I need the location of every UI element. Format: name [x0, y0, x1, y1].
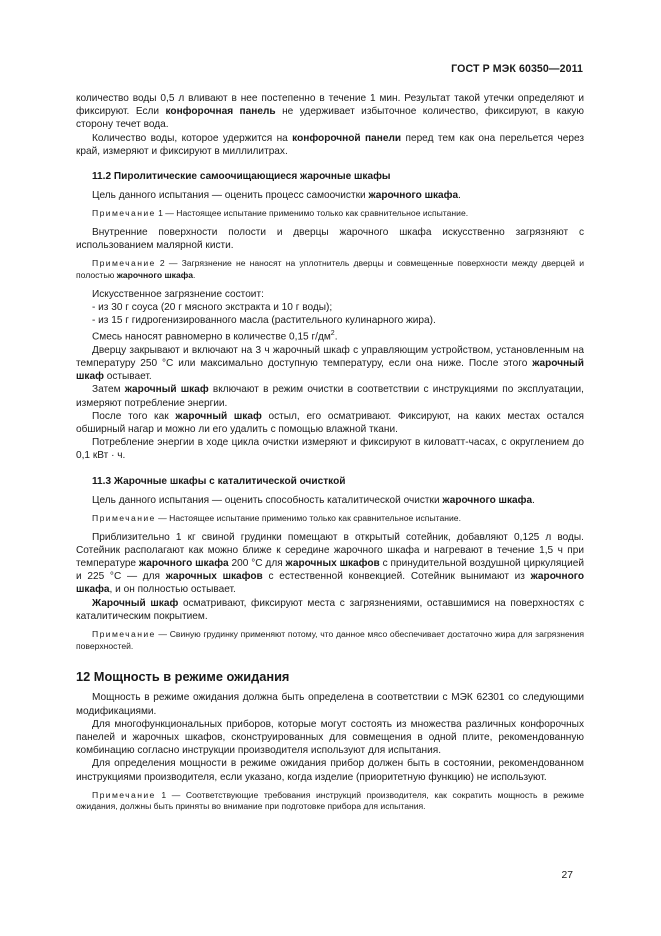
- note-11-2-1: Примечание 1 — Настоящее испытание применимо только как сравнительное испытание.: [92, 208, 469, 219]
- composition-item: - из 15 г гидрогенизированного масла (растительного кулинарного жира).: [92, 315, 436, 327]
- composition-item: - из 30 г соуса (20 г мясного экстракта и 10 г воды);: [92, 301, 333, 313]
- paragraph-water-leak: количество воды 0,5 л вливают в нее постепенно в течение 1 мин. Результат такой утечки определяют и фиксируют. Если конфорочная панель не удерживает избыточное количество, фиксируют, в какую сторону течет вода.: [76, 93, 584, 131]
- paragraph-standby-3: Для определения мощности в режиме ожидания прибор должен быть в состоянии, рекомендованном инструкциями производителя, если указано, когда изделие (приоритетную функцию) не используют.: [76, 758, 584, 783]
- paragraph-standby-2: Для многофункциональных приборов, которые могут состоять из множества различных конфорочных панелей и жарочных шкафов, сконструированных для совмещения в одной плите, рекомендованную комбинацию согласно инструкции производителя используют для испытания.: [76, 718, 584, 757]
- paragraph-energy: Потребление энергии в ходе цикла очистки измеряют и фиксируют в киловатт-часах, с округлением до 0,1 кВт · ч.: [76, 437, 584, 462]
- page-content: [76, 92, 584, 819]
- paragraph-clean: Затем жарочный шкаф включают в режим очистки в соответствии с инструкциями по эксплуатации, измеряют потребление энергии.: [76, 384, 584, 409]
- paragraph-purpose-11-3: Цель данного испытания — оценить способность каталитической очистки жарочного шкафа.: [92, 494, 535, 506]
- paragraph-purpose-11-2: Цель данного испытания — оценить процесс самоочистки жарочного шкафа.: [92, 190, 461, 202]
- paragraph-water-amount: Количество воды, которое удержится на конфорочной панели перед тем как она перельется через край, измеряют и фиксируют в миллилитрах.: [76, 132, 584, 157]
- paragraph-spread: Смесь наносят равномерно в количестве 0,15 $г/дм^2$.: [92, 330, 338, 343]
- section-title-12: 12 Мощность в режиме ожидания: [76, 669, 290, 685]
- paragraph-standby-1: Мощность в режиме ожидания должна быть определена в соответствии с МЭК 62301 со следующими модификациями.: [76, 692, 584, 717]
- document-id: ГОСТ Р МЭК 60350—2011: [451, 63, 583, 75]
- note-12-1: Примечание 1 — Соответствующие требования инструкций производителя, как сократить мощность в режиме ожидания, должны быть приняты во внимание при подготовке прибора для испытания.: [76, 789, 584, 812]
- note-11-3-pork: Примечание — Свиную грудинку применяют потому, что данное мясо обеспечивает достаточно жира для загрязнения поверхностей.: [76, 629, 584, 651]
- paragraph-after: После того как жарочный шкаф остыл, его осматривают. Фиксируют, на каких местах остался обширный нагар и можно ли его удалить с помощью влажной ткани.: [76, 410, 584, 435]
- page-number: 27: [561, 870, 573, 881]
- section-title-11-3: 11.3 Жарочные шкафы с каталитической очисткой: [92, 475, 346, 487]
- note-11-2-2: Примечание 2 — Загрязнение не наносят на уплотнитель дверцы и совмещенные поверхности между дверцей и полостью жарочного шкафа.: [76, 258, 584, 281]
- composition-title: Искусственное загрязнение состоит:: [92, 288, 264, 300]
- paragraph-inspect: Жарочный шкаф осматривают, фиксируют места с загрязнениями, оставшимися на поверхностях с каталитическим покрытием.: [76, 597, 585, 622]
- paragraph-pork: Приблизительно 1 кг свиной грудинки помещают в открытый сотейник, добавляют 0,125 л воды. Сотейник располагают как можно ближе к середине жарочного шкафа и нагревают в течение 1,5 ч при температуре жарочного шкафа 200 °С для жарочных шкафов с принудительной воздушной циркуляцией и 225 °С — для жарочных шкафов с естественной конвекцией. Сотейник вынимают из жарочного шкафа, и он полностью остывает.: [76, 531, 584, 596]
- paragraph-inner-surfaces: Внутренние поверхности полости и дверцы жарочного шкафа искусственно загрязняют с использованием малярной кисти.: [76, 227, 584, 252]
- section-title-11-2: 11.2 Пиролитические самоочищающиеся жарочные шкафы: [92, 171, 391, 183]
- paragraph-door: Дверцу закрывают и включают на 3 ч жарочный шкаф с управляющим устройством, установленным на температуру 250 °С или максимально доступную температуру, если она ниже. После этого жарочный шкаф остывает.: [76, 344, 584, 383]
- note-11-3: Примечание — Настоящее испытание применимо только как сравнительное испытание.: [92, 513, 461, 524]
